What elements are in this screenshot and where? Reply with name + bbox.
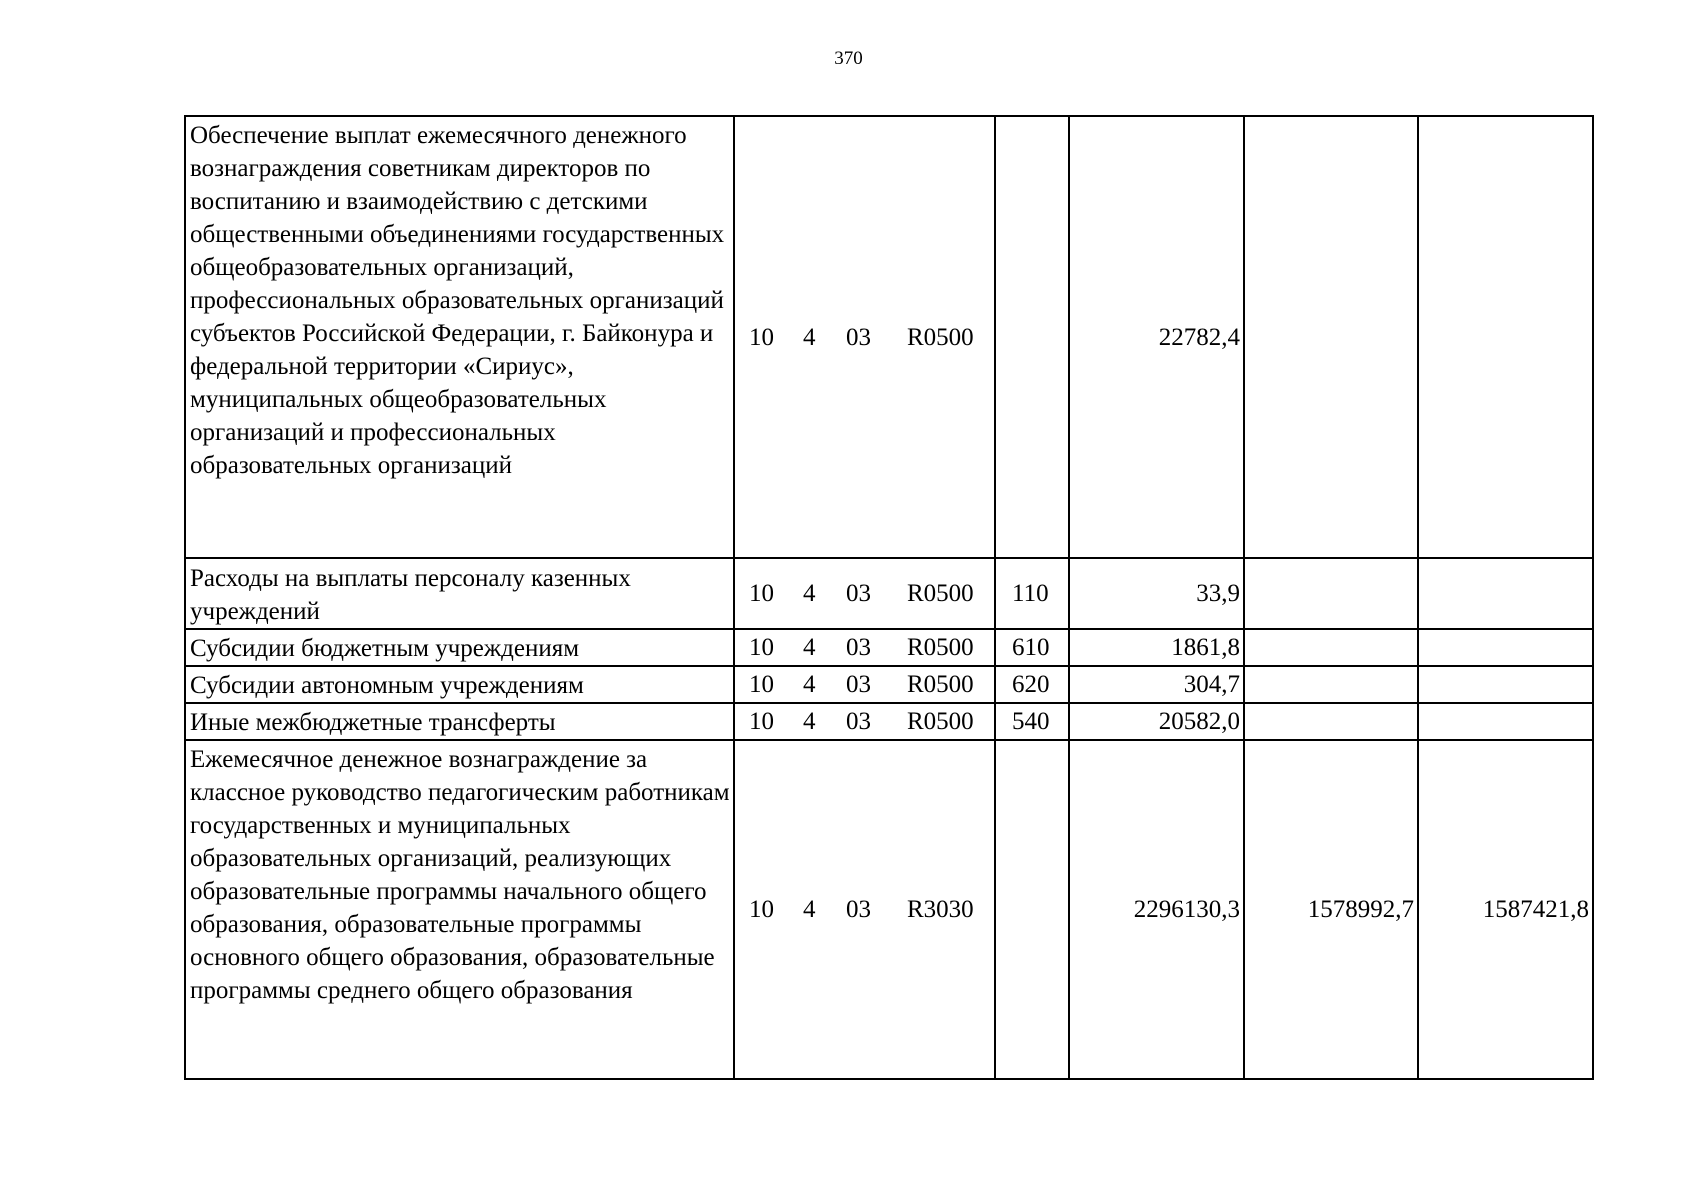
- row-amount3-cell: [1418, 558, 1593, 629]
- row-amount3-cell: [1418, 629, 1593, 666]
- row-vr-cell: 610: [995, 629, 1069, 666]
- row-amount3-cell: 1587421,8: [1418, 740, 1593, 1079]
- row-name-cell: Ежемесячное денежное вознаграждение за классное руководство педагогическим работникам государственных и муниципальных образовательных организаций, реализующих образовательные программы начального общего образования, образовательные программы основного общего образования, образовательные программы среднего общего образования: [185, 740, 734, 1079]
- row-codes-cell: [734, 629, 995, 666]
- code-csr: R3030: [907, 896, 974, 923]
- row-vr-cell: [995, 740, 1069, 1079]
- table-row: [185, 666, 1593, 703]
- code-grp: 03: [846, 634, 871, 661]
- code-csr: R0500: [907, 634, 974, 661]
- code-grp: 03: [846, 896, 871, 923]
- row-amount3-cell: [1418, 116, 1593, 558]
- row-codes-cell: [734, 558, 995, 629]
- table-row: [185, 116, 1593, 558]
- code-rz: 10: [749, 580, 774, 607]
- code-rz: 10: [749, 671, 774, 698]
- row-amount1-cell: 2296130,3: [1069, 740, 1244, 1079]
- row-codes-cell: [734, 666, 995, 703]
- row-codes-cell: [734, 703, 995, 740]
- row-vr-cell: 540: [995, 703, 1069, 740]
- code-grp: 03: [846, 580, 871, 607]
- row-vr-cell: [995, 116, 1069, 558]
- code-csr: R0500: [907, 708, 974, 735]
- row-amount2-cell: [1244, 666, 1418, 703]
- code-rz: 10: [749, 323, 774, 351]
- row-name-cell: Обеспечение выплат ежемесячного денежного вознаграждения советникам директоров по воспитанию и взаимодействию с детскими общественными объединениями государственных общеобразовательных организаций, профессиональных образовательных организаций субъектов Российской Федерации, г. Байконура и федеральной территории «Сириус», муниципальных общеобразовательных организаций и профессиональных образовательных организаций: [185, 116, 734, 558]
- code-csr: R0500: [907, 580, 974, 607]
- code-pr: 4: [803, 708, 816, 735]
- code-grp: 03: [846, 671, 871, 698]
- code-pr: 4: [803, 896, 816, 923]
- row-amount1-cell: 33,9: [1069, 558, 1244, 629]
- row-amount1-cell: 20582,0: [1069, 703, 1244, 740]
- code-grp: 03: [846, 708, 871, 735]
- row-amount1-cell: 1861,8: [1069, 629, 1244, 666]
- row-codes-cell: [734, 740, 995, 1079]
- code-csr: R0500: [907, 671, 974, 698]
- code-pr: 4: [803, 671, 816, 698]
- code-csr: R0500: [907, 323, 974, 351]
- code-grp: 03: [846, 323, 871, 351]
- row-name-cell: Иные межбюджетные трансферты: [185, 703, 734, 740]
- row-amount3-cell: [1418, 666, 1593, 703]
- code-pr: 4: [803, 580, 816, 607]
- row-vr-cell: 110: [995, 558, 1069, 629]
- code-pr: 4: [803, 634, 816, 661]
- code-rz: 10: [749, 708, 774, 735]
- table-row: [185, 740, 1593, 1079]
- table-row: [185, 629, 1593, 666]
- page-number: 370: [834, 48, 863, 69]
- table-row: [185, 558, 1593, 629]
- row-name-cell: Расходы на выплаты персоналу казенных учреждений: [185, 558, 734, 629]
- row-amount2-cell: [1244, 558, 1418, 629]
- row-name-cell: Субсидии автономным учреждениям: [185, 666, 734, 703]
- row-vr-cell: 620: [995, 666, 1069, 703]
- row-amount2-cell: [1244, 116, 1418, 558]
- budget-table: [184, 115, 1594, 1080]
- code-rz: 10: [749, 634, 774, 661]
- row-amount1-cell: 22782,4: [1069, 116, 1244, 558]
- row-amount1-cell: 304,7: [1069, 666, 1244, 703]
- table-row: [185, 703, 1593, 740]
- row-codes-cell: [734, 116, 995, 558]
- code-pr: 4: [803, 323, 816, 351]
- row-amount2-cell: [1244, 703, 1418, 740]
- row-amount3-cell: [1418, 703, 1593, 740]
- row-amount2-cell: 1578992,7: [1244, 740, 1418, 1079]
- row-name-cell: Субсидии бюджетным учреждениям: [185, 629, 734, 666]
- row-amount2-cell: [1244, 629, 1418, 666]
- code-rz: 10: [749, 896, 774, 923]
